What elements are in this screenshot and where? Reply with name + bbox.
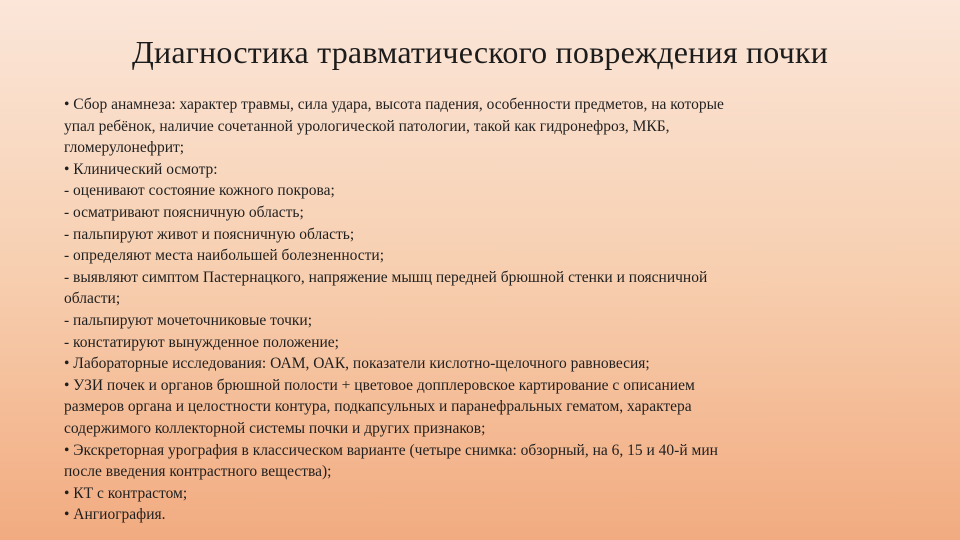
body-line: • КТ с контрастом;	[64, 484, 188, 502]
body-line: - пальпируют живот и поясничную область;	[64, 225, 355, 243]
body-line: • Лабораторные исследования: ОАМ, ОАК, показатели кислотно-щелочного равновесия;	[64, 355, 650, 373]
body-line: - пальпируют мочеточниковые точки;	[64, 311, 313, 329]
body-line: размеров органа и целостности контура, подкапсульных и паранефральных гематом, характера	[64, 398, 692, 416]
body-line: • УЗИ почек и органов брюшной полости + цветовое допплеровское картирование с описанием	[64, 376, 695, 394]
body-line: области;	[64, 290, 121, 308]
body-line: - выявляют симптом Пастернацкого, напряжение мышц передней брюшной стенки и поясничной	[64, 268, 708, 286]
body-line: - определяют места наибольшей болезненности;	[64, 247, 385, 265]
body-line: • Сбор анамнеза: характер травмы, сила удара, высота падения, особенности предметов, на которые	[64, 96, 724, 113]
body-line: - осматривают поясничную область;	[64, 203, 304, 221]
body-line: • Ангиография.	[64, 506, 166, 524]
body-line: • Клинический осмотр:	[64, 160, 218, 178]
body-line: гломерулонефрит;	[64, 139, 185, 157]
body-line: содержимого коллекторной системы почки и других признаков;	[64, 419, 486, 437]
body-line: • Экскреторная урография в классическом варианте (четыре снимка: обзорный, на 6, 15 и 40-й мин	[64, 441, 718, 459]
body-line: упал ребёнок, наличие сочетанной урологической патологии, такой как гидронефроз, МКБ,	[64, 117, 670, 135]
body-line: - оценивают состояние кожного покрова;	[64, 182, 335, 200]
body-line: - констатируют вынужденное положение;	[64, 333, 339, 351]
body-line: после введения контрастного вещества);	[64, 463, 332, 481]
slide-body	[64, 94, 854, 526]
slide-title: Диагностика травматического повреждения почки	[131, 34, 829, 70]
